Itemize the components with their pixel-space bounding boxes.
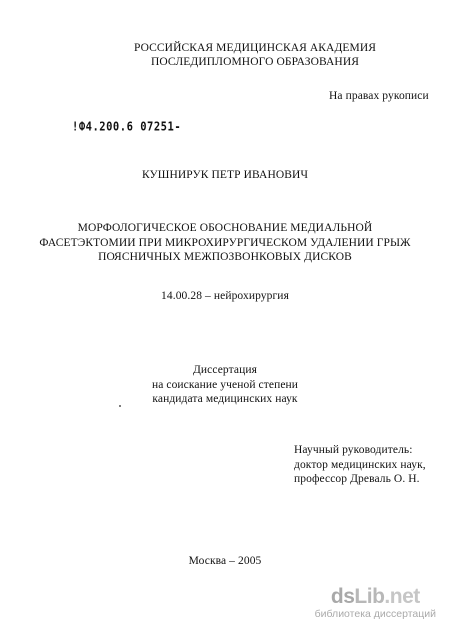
- advisor-line2: доктор медицинских наук,: [294, 458, 426, 471]
- specialty-code: 14.00.28 – нейрохирургия: [161, 290, 289, 302]
- academy-name-line2: ПОСЛЕДИПЛОМНОГО ОБРАЗОВАНИЯ: [150, 56, 360, 68]
- author-name: КУШНИРУК ПЕТР ИВАНОВИЧ: [141, 169, 309, 181]
- scan-speck: [119, 405, 121, 407]
- degree-statement: [0, 363, 450, 407]
- city-year: Москва – 2005: [188, 555, 262, 567]
- academy-name-line1: РОССИЙСКАЯ МЕДИЦИНСКАЯ АКАДЕМИЯ: [133, 42, 377, 54]
- logo-part-lib: Lib: [354, 585, 385, 608]
- title-line1: МОРФОЛОГИЧЕСКОЕ ОБОСНОВАНИЕ МЕДИАЛЬНОЙ: [77, 222, 373, 234]
- dissertation-title: [0, 221, 450, 265]
- registration-code: !Ф4.200.6 07251-: [72, 120, 182, 134]
- title-line2: ФАСЕТЭКТОМИИ ПРИ МИКРОХИРУРГИЧЕСКОМ УДАЛЕНИИ ГРЫЖ: [39, 236, 411, 249]
- advisor-line1: Научный руководитель:: [294, 444, 413, 456]
- scientific-advisor: [294, 443, 426, 487]
- advisor-line3: профессор Древаль О. Н.: [294, 473, 420, 485]
- degree-line3: кандидата медицинских наук: [152, 393, 298, 405]
- title-line3: ПОЯСНИЧНЫХ МЕЖПОЗВОНКОВЫХ ДИСКОВ: [98, 251, 352, 263]
- academy-name: [30, 41, 450, 69]
- degree-line1: Диссертация: [192, 364, 258, 376]
- dslib-watermark: [315, 586, 436, 620]
- logo-part-net: .net: [384, 585, 420, 608]
- logo-part-ds: ds: [330, 585, 355, 608]
- watermark-caption: библиотека диссертаций: [314, 608, 436, 620]
- degree-line2: на соискание ученой степени: [151, 378, 299, 391]
- manuscript-rights-note: На правах рукописи: [329, 90, 429, 102]
- dslib-logo: [315, 586, 436, 608]
